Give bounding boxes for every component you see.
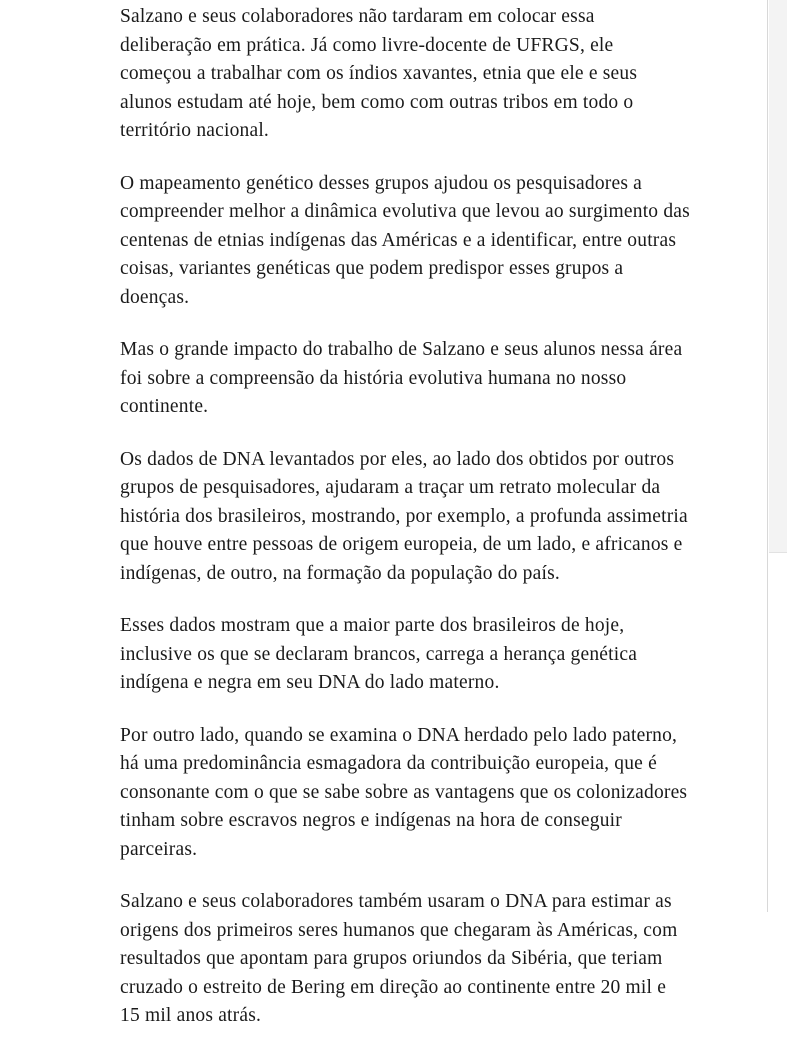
paragraph: Esses dados mostram que a maior parte dos brasileiros de hoje, inclusive os que se declaram brancos, carrega a herança genética indígena e negra em seu DNA do lado materno. <box>120 615 638 693</box>
rail-divider <box>767 0 768 912</box>
sidebar-placeholder-edge <box>769 552 787 553</box>
paragraph: O mapeamento genético desses grupos ajudou os pesquisadores a compreender melhor a dinâmica evolutiva que levou ao surgimento das centenas de etnias indígenas das Américas e a identificar, entre outras coisas, variantes genéticas que podem predispor esses grupos a doenças. <box>120 172 690 308</box>
paragraph: Salzano e seus colaboradores também usaram o DNA para estimar as origens dos primeiros seres humanos que chegaram às Américas, com resultados que apontam para grupos oriundos da Sibéria, que teriam cruzado o estreito de Bering em direção ao continente entre 20 mil e 15 mil anos atrás. <box>120 891 678 1026</box>
paragraph: Por outro lado, quando se examina o DNA herdado pelo lado paterno, há uma predominância esmagadora da contribuição europeia, que é consonante com o que se sabe sobre as vantagens que os colonizadores tinham sobre escravos negros e indígenas na hora de conseguir parceiras. <box>120 724 688 860</box>
paragraph: Mas o grande impacto do trabalho de Salzano e seus alunos nessa área foi sobre a compreensão da história evolutiva humana no nosso continente. <box>120 339 683 417</box>
paragraph: Salzano e seus colaboradores não tardaram em colocar essa deliberação em prática. Já como livre-docente de UFRGS, ele começou a trabalhar com os índios xavantes, etnia que ele e seus alunos estudam até hoje, bem como com outras tribos em todo o território nacional. <box>120 6 638 141</box>
article-body <box>120 0 690 1055</box>
sidebar-placeholder-block <box>769 0 787 552</box>
paragraph: Os dados de DNA levantados por eles, ao lado dos obtidos por outros grupos de pesquisadores, ajudaram a traçar um retrato molecular da história dos brasileiros, mostrando, por exemplo, a profunda assimetria que houve entre pessoas de origem europeia, de um lado, e africanos e indígenas, de outro, na formação da população do país. <box>120 448 688 584</box>
